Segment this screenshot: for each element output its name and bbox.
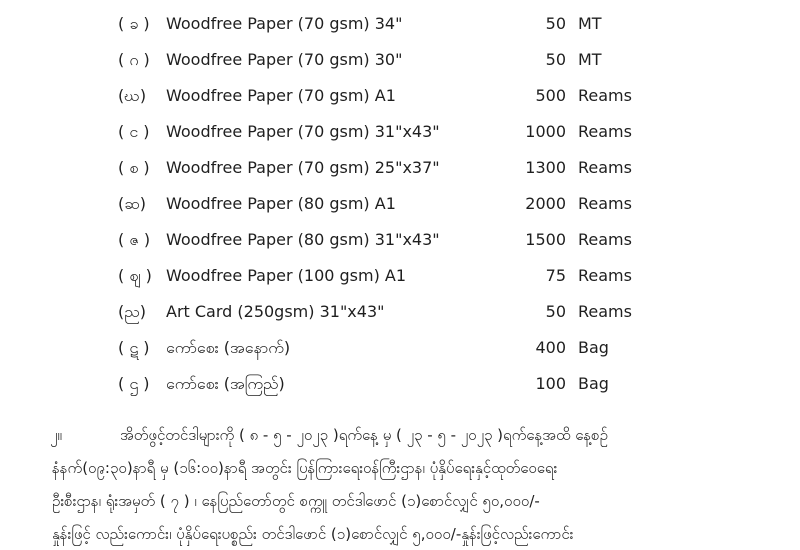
item-index: ( ဂ ) <box>118 50 150 69</box>
item-description: Woodfree Paper (70 gsm) 34" <box>166 14 403 33</box>
item-unit: Reams <box>578 302 632 321</box>
paragraph-line: ဦးစီးဌာန၊ ရုံးအမှတ် ( ၇ ) ၊ နေပြည်တော်တွင် စက္ကူ တင်ဒါဖောင် (၁)စောင်လျှင် ၅၀,၀၀၀/- <box>52 492 540 510</box>
item-description: Woodfree Paper (100 gsm) A1 <box>166 266 407 285</box>
item-unit: Reams <box>578 230 632 249</box>
item-unit: MT <box>578 14 602 33</box>
item-unit: MT <box>578 50 602 69</box>
item-description: Woodfree Paper (80 gsm) A1 <box>166 194 396 213</box>
item-quantity: 500 <box>535 86 566 105</box>
item-unit: Bag <box>578 338 609 357</box>
item-index: ( ဈ ) <box>118 266 152 285</box>
list-item <box>0 154 800 182</box>
list-item <box>0 370 800 398</box>
list-item <box>0 298 800 326</box>
list-item <box>0 82 800 110</box>
item-quantity: 50 <box>545 50 566 69</box>
item-index: (ဃ) <box>118 86 147 105</box>
item-unit: Bag <box>578 374 609 393</box>
item-description: Woodfree Paper (80 gsm) 31"x43" <box>166 230 440 249</box>
item-description: Art Card (250gsm) 31"x43" <box>166 302 385 321</box>
item-index: ( ဋ ) <box>118 338 150 357</box>
paragraph-line: နံနက်(၀၉:၃၀)နာရီ မှ (၁၆:၀၀)နာရီ အတွင်း ပြန်ကြားရေးဝန်ကြီးဌာန၊ ပုံနှိပ်ရေးနှင့်ထုတ်ဝေရေး <box>52 459 558 477</box>
item-quantity: 50 <box>545 302 566 321</box>
item-index: ( ဇ ) <box>118 230 151 249</box>
item-quantity: 400 <box>535 338 566 357</box>
item-quantity: 50 <box>545 14 566 33</box>
paragraph-line: နှုန်းဖြင့် လည်းကောင်း၊ ပုံနှိပ်ရေးပစ္စည်း တင်ဒါဖောင် (၁)စောင်လျှင် ၅,၀၀၀/-နှုန်းဖြင့်လည်းကောင်း <box>52 525 574 543</box>
item-quantity: 100 <box>535 374 566 393</box>
item-unit: Reams <box>578 266 632 285</box>
list-item <box>0 262 800 290</box>
item-index: ( ခ ) <box>118 14 150 33</box>
item-index: (ည) <box>118 302 146 321</box>
item-quantity: 1000 <box>525 122 566 141</box>
list-item <box>0 10 800 38</box>
item-description: Woodfree Paper (70 gsm) 31"x43" <box>166 122 440 141</box>
item-index: ( င ) <box>118 122 150 141</box>
item-description: ကော်စေး (အနောက်) <box>166 338 291 357</box>
item-quantity: 2000 <box>525 194 566 213</box>
item-description: Woodfree Paper (70 gsm) A1 <box>166 86 396 105</box>
item-unit: Reams <box>578 86 632 105</box>
list-item <box>0 46 800 74</box>
item-quantity: 1300 <box>525 158 566 177</box>
item-quantity: 1500 <box>525 230 566 249</box>
item-description: Woodfree Paper (70 gsm) 30" <box>166 50 403 69</box>
list-item <box>0 190 800 218</box>
list-item <box>0 118 800 146</box>
paragraph-number: ၂။ <box>50 426 62 444</box>
item-quantity: 75 <box>545 266 566 285</box>
item-unit: Reams <box>578 194 632 213</box>
item-index: ( ဌ ) <box>118 374 150 393</box>
item-unit: Reams <box>578 158 632 177</box>
paragraph-line: အိတ်ဖွင့်တင်ဒါများကို ( ၈ - ၅ - ၂၀၂၃ )ရက်နေ့ မှ ( ၂၃ - ၅ - ၂၀၂၃ )ရက်နေ့အထိ နေ့စဉ် <box>120 426 608 444</box>
list-item <box>0 334 800 362</box>
item-description: Woodfree Paper (70 gsm) 25"x37" <box>166 158 440 177</box>
item-unit: Reams <box>578 122 632 141</box>
item-index: (ဆ) <box>118 194 146 213</box>
item-index: ( စ ) <box>118 158 150 177</box>
item-description: ကော်စေး (အကြည်) <box>166 374 285 393</box>
list-item <box>0 226 800 254</box>
